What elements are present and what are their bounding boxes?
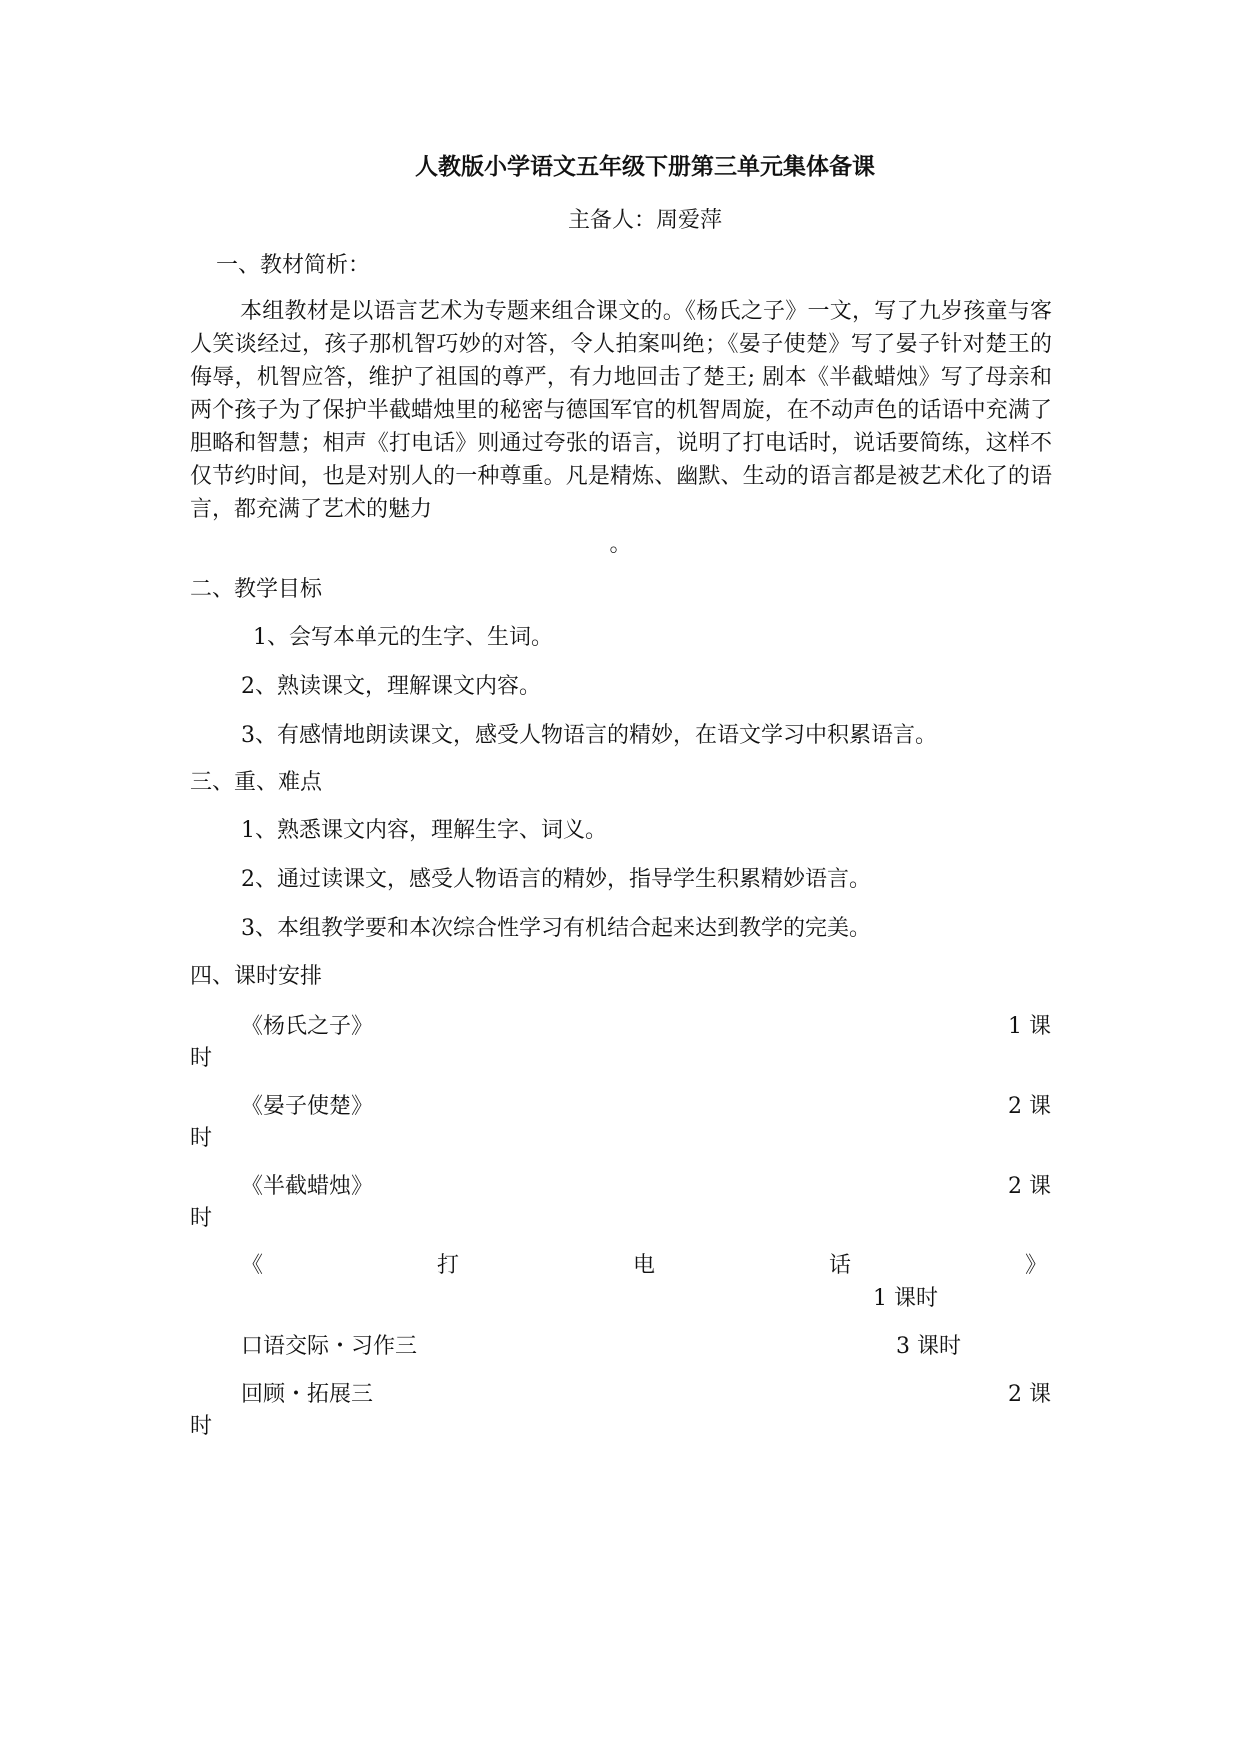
- schedule-item-name: 回顾・拓展三: [241, 1382, 374, 1407]
- goal-item-3: 3、有感情地朗读课文，感受人物语言的精妙，在语文学习中积累语言。: [241, 723, 937, 748]
- schedule-name-char: 话: [828, 1253, 851, 1278]
- schedule-item-wrap: 时: [190, 1046, 213, 1071]
- schedule-item-hours: 2 课: [1008, 1382, 1051, 1407]
- schedule-name-char: 《: [241, 1253, 264, 1278]
- author-line: 主备人：周爱萍: [567, 208, 722, 233]
- keypoint-item-3: 3、本组教学要和本次综合性学习有机结合起来达到教学的完美。: [241, 916, 871, 941]
- schedule-item-name-spread: [241, 1248, 1047, 1279]
- section-heading-goals: 二、教学目标: [190, 577, 323, 602]
- schedule-name-char: 打: [436, 1253, 459, 1278]
- section-heading-analysis: 一、教材简析：: [216, 253, 371, 278]
- schedule-item-hours: 2 课: [1008, 1174, 1051, 1199]
- keypoint-item-1: 1、熟悉课文内容，理解生字、词义。: [241, 818, 607, 843]
- goal-item-1: 1、会写本单元的生字、生词。: [253, 625, 553, 650]
- schedule-name-char: 电: [632, 1253, 655, 1278]
- schedule-item-name: 《晏子使楚》: [241, 1094, 374, 1119]
- keypoint-item-2: 2、通过读课文，感受人物语言的精妙，指导学生积累精妙语言。: [241, 867, 871, 892]
- schedule-item-name: 口语交际・习作三: [241, 1334, 418, 1359]
- section-heading-schedule: 四、课时安排: [190, 964, 323, 989]
- document-title: 人教版小学语文五年级下册第三单元集体备课: [415, 154, 875, 180]
- schedule-item-name: 《半截蜡烛》: [241, 1174, 374, 1199]
- schedule-item-wrap: 时: [190, 1414, 213, 1439]
- goal-item-2: 2、熟读课文，理解课文内容。: [241, 674, 541, 699]
- schedule-item-hours: 2 课: [1008, 1094, 1051, 1119]
- analysis-period: 。: [609, 532, 632, 557]
- analysis-paragraph: 本组教材是以语言艺术为专题来组合课文的。《杨氏之子》一文，写了九岁孩童与客人笑谈经过，孩子那机智巧妙的对答，令人拍案叫绝；《晏子使楚》写了晏子针对楚王的侮辱，机智应答，维护了祖国的尊严，有力地回击了楚王; 剧本《半截蜡烛》写了母亲和两个孩子为了保护半截蜡烛里的秘密与德国军官的机智周旋，在不动声色的话语中充满了胆略和智慧；相声《打电话》则通过夸张的语言，说明了打电话时，说话要简练，这样不仅节约时间，也是对别人的一种尊重。凡是精炼、幽默、生动的语言都是被艺术化了的语言，都充满了艺术的魅力: [190, 299, 1052, 522]
- schedule-item-name: 《杨氏之子》: [241, 1014, 374, 1039]
- schedule-name-char: 》: [1024, 1253, 1047, 1278]
- schedule-item-hours: 1 课时: [873, 1286, 938, 1311]
- schedule-item-hours: 1 课: [1008, 1014, 1051, 1039]
- section-heading-keypoints: 三、重、难点: [190, 770, 323, 795]
- schedule-item-wrap: 时: [190, 1126, 213, 1151]
- schedule-item-hours: 3 课时: [896, 1334, 961, 1359]
- schedule-item-wrap: 时: [190, 1206, 213, 1231]
